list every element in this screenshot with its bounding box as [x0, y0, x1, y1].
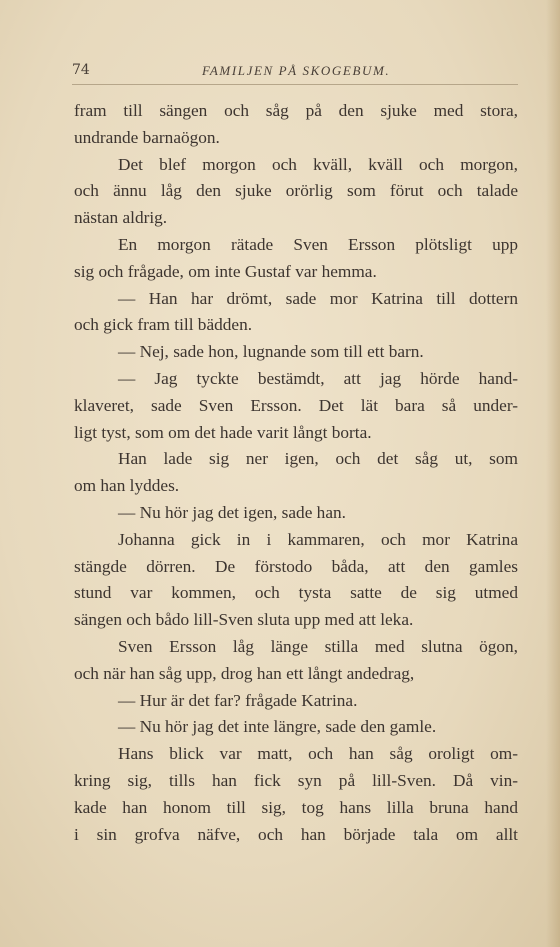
text-line: Johanna gick in i kammaren, och mor Katrina — [118, 529, 518, 549]
page-number: 74 — [72, 62, 90, 78]
text-line: fram till sängen och såg på den sjuke med stora, — [74, 101, 518, 120]
text-line: stängde dörren. De förstodo båda, att den gamles — [74, 556, 518, 576]
text-line: — Jag tyckte bestämdt, att jag hörde hand- — [118, 368, 518, 388]
text-line: om han lyddes. — [74, 476, 180, 496]
text-line: klaveret, sade Sven Ersson. Det lät bara så under- — [74, 395, 518, 415]
page-edge-shadow — [546, 0, 560, 947]
text-line: i sin grofva näfve, och han började tala om allt — [74, 824, 518, 844]
text-line: Hans blick var matt, och han såg oroligt om- — [118, 744, 518, 764]
text-line: — Han har drömt, sade mor Katrina till dottern — [118, 288, 518, 308]
text-line: En morgon rätade Sven Ersson plötsligt upp — [118, 234, 518, 254]
body-text — [74, 98, 518, 848]
text-line: — Hur är det far? frågade Katrina. — [118, 690, 358, 710]
text-line: sängen och bådo lill-Sven sluta upp med att leka. — [74, 610, 414, 630]
text-line: kring sig, tills han fick syn på lill-Sven. Då vin- — [74, 770, 518, 790]
page-header — [72, 62, 518, 84]
text-line: och när han såg upp, drog han ett långt andedrag, — [74, 663, 415, 683]
running-head: FAMILJEN PÅ SKOGEBUM. — [202, 63, 391, 78]
header-rule — [72, 84, 518, 85]
text-line: nästan aldrig. — [74, 208, 168, 228]
text-line: Sven Ersson låg länge stilla med slutna ögon, — [118, 636, 518, 656]
text-line: stund var kommen, och tysta satte de sig utmed — [74, 583, 518, 603]
text-line: — Nu hör jag det igen, sade han. — [118, 502, 346, 522]
text-line: Det blef morgon och kväll, kväll och morgon, — [118, 154, 518, 174]
text-line: och ännu låg den sjuke orörlig som förut och talade — [74, 181, 518, 201]
text-line: ligt tyst, som om det hade varit långt borta. — [74, 422, 372, 442]
text-line: och gick fram till bädden. — [74, 315, 253, 335]
text-line: — Nej, sade hon, lugnande som till ett barn. — [118, 342, 424, 362]
text-line: undrande barnaögon. — [74, 127, 220, 147]
text-line: kade han honom till sig, tog hans lilla bruna hand — [74, 797, 518, 817]
text-line: Han lade sig ner igen, och det såg ut, som — [118, 449, 518, 469]
text-line: sig och frågade, om inte Gustaf var hemma. — [74, 261, 377, 281]
text-line: — Nu hör jag det inte längre, sade den gamle. — [118, 717, 437, 737]
